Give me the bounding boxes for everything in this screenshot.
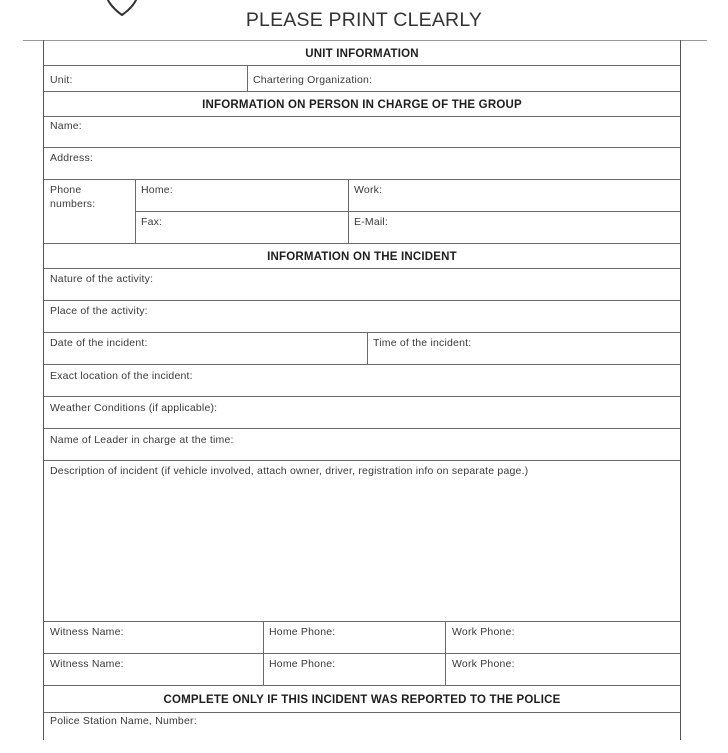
incident-form: [43, 40, 681, 740]
nature-of-activity-field[interactable]: [44, 269, 680, 301]
incident-time-field[interactable]: [367, 333, 680, 364]
nature-of-activity-label: Nature of the activity:: [50, 273, 154, 285]
incident-description-field[interactable]: [44, 461, 680, 622]
name-field[interactable]: [44, 117, 680, 148]
police-report-title: COMPLETE ONLY IF THIS INCIDENT WAS REPORTED TO THE POLICE: [163, 694, 561, 706]
witness-name-label: Witness Name:: [50, 658, 124, 670]
leader-in-charge-label: Name of Leader in charge at the time:: [50, 434, 234, 446]
leader-in-charge-field[interactable]: [44, 429, 680, 461]
phone-numbers-block: [44, 180, 680, 244]
witness-work-phone-label: Work Phone:: [452, 658, 515, 670]
incident-title: INFORMATION ON THE INCIDENT: [267, 251, 457, 263]
weather-conditions-label: Weather Conditions (if applicable):: [50, 402, 218, 414]
incident-date-label: Date of the incident:: [50, 337, 148, 349]
witness-work-phone-field[interactable]: [445, 622, 680, 653]
witness-name-field[interactable]: [44, 654, 263, 685]
home-phone-field[interactable]: [136, 180, 348, 211]
unit-field[interactable]: [44, 66, 247, 91]
police-station-field[interactable]: [44, 713, 680, 753]
witness-home-phone-label: Home Phone:: [269, 658, 336, 670]
unit-information-title: UNIT INFORMATION: [305, 48, 419, 60]
phone-numbers-caption: [44, 180, 135, 243]
witness-home-phone-field[interactable]: [263, 622, 446, 653]
weather-conditions-field[interactable]: [44, 397, 680, 429]
date-time-row: [44, 333, 680, 365]
chartering-organization-field[interactable]: [247, 66, 680, 91]
witness-home-phone-field[interactable]: [263, 654, 446, 685]
chartering-organization-label: Chartering Organization:: [253, 74, 373, 86]
fax-field[interactable]: [136, 212, 348, 243]
phone-row-2: [136, 212, 680, 243]
witness-name-field[interactable]: [44, 622, 263, 653]
witness-work-phone-label: Work Phone:: [452, 626, 515, 638]
work-phone-field[interactable]: [348, 180, 680, 211]
home-label: Home:: [141, 184, 173, 196]
phone-row-1: [136, 180, 680, 212]
incident-date-field[interactable]: [44, 333, 367, 364]
place-of-activity-field[interactable]: [44, 301, 680, 333]
header-cut-off-text: [230, 0, 460, 2]
exact-location-label: Exact location of the incident:: [50, 370, 193, 382]
incident-description-label: Description of incident (if vehicle involved, attach owner, driver, registration info on separate page.): [50, 465, 529, 477]
witness-name-label: Witness Name:: [50, 626, 124, 638]
place-of-activity-label: Place of the activity:: [50, 305, 148, 317]
exact-location-field[interactable]: [44, 365, 680, 397]
email-field[interactable]: [348, 212, 680, 243]
address-label: Address:: [50, 152, 94, 164]
phone-numbers-label: Phone numbers:: [50, 184, 96, 210]
person-in-charge-title: INFORMATION ON PERSON IN CHARGE OF THE GROUP: [202, 99, 522, 111]
email-label: E-Mail:: [354, 216, 389, 228]
unit-row: [44, 66, 680, 92]
witness-home-phone-label: Home Phone:: [269, 626, 336, 638]
page-title: PLEASE PRINT CLEARLY: [245, 9, 483, 31]
witness-row: [44, 654, 680, 686]
incident-time-label: Time of the incident:: [373, 337, 472, 349]
unit-label: Unit:: [50, 74, 73, 86]
person-in-charge-heading: [44, 92, 680, 117]
witness-work-phone-field[interactable]: [445, 654, 680, 685]
fax-label: Fax:: [141, 216, 163, 228]
police-station-label: Police Station Name, Number:: [50, 715, 197, 727]
police-report-heading: [44, 686, 680, 713]
witness-row: [44, 622, 680, 654]
address-field[interactable]: [44, 148, 680, 180]
phone-grid: [135, 180, 680, 243]
incident-heading: [44, 244, 680, 269]
work-label: Work:: [354, 184, 383, 196]
unit-information-heading: [44, 40, 680, 66]
name-label: Name:: [50, 120, 82, 132]
